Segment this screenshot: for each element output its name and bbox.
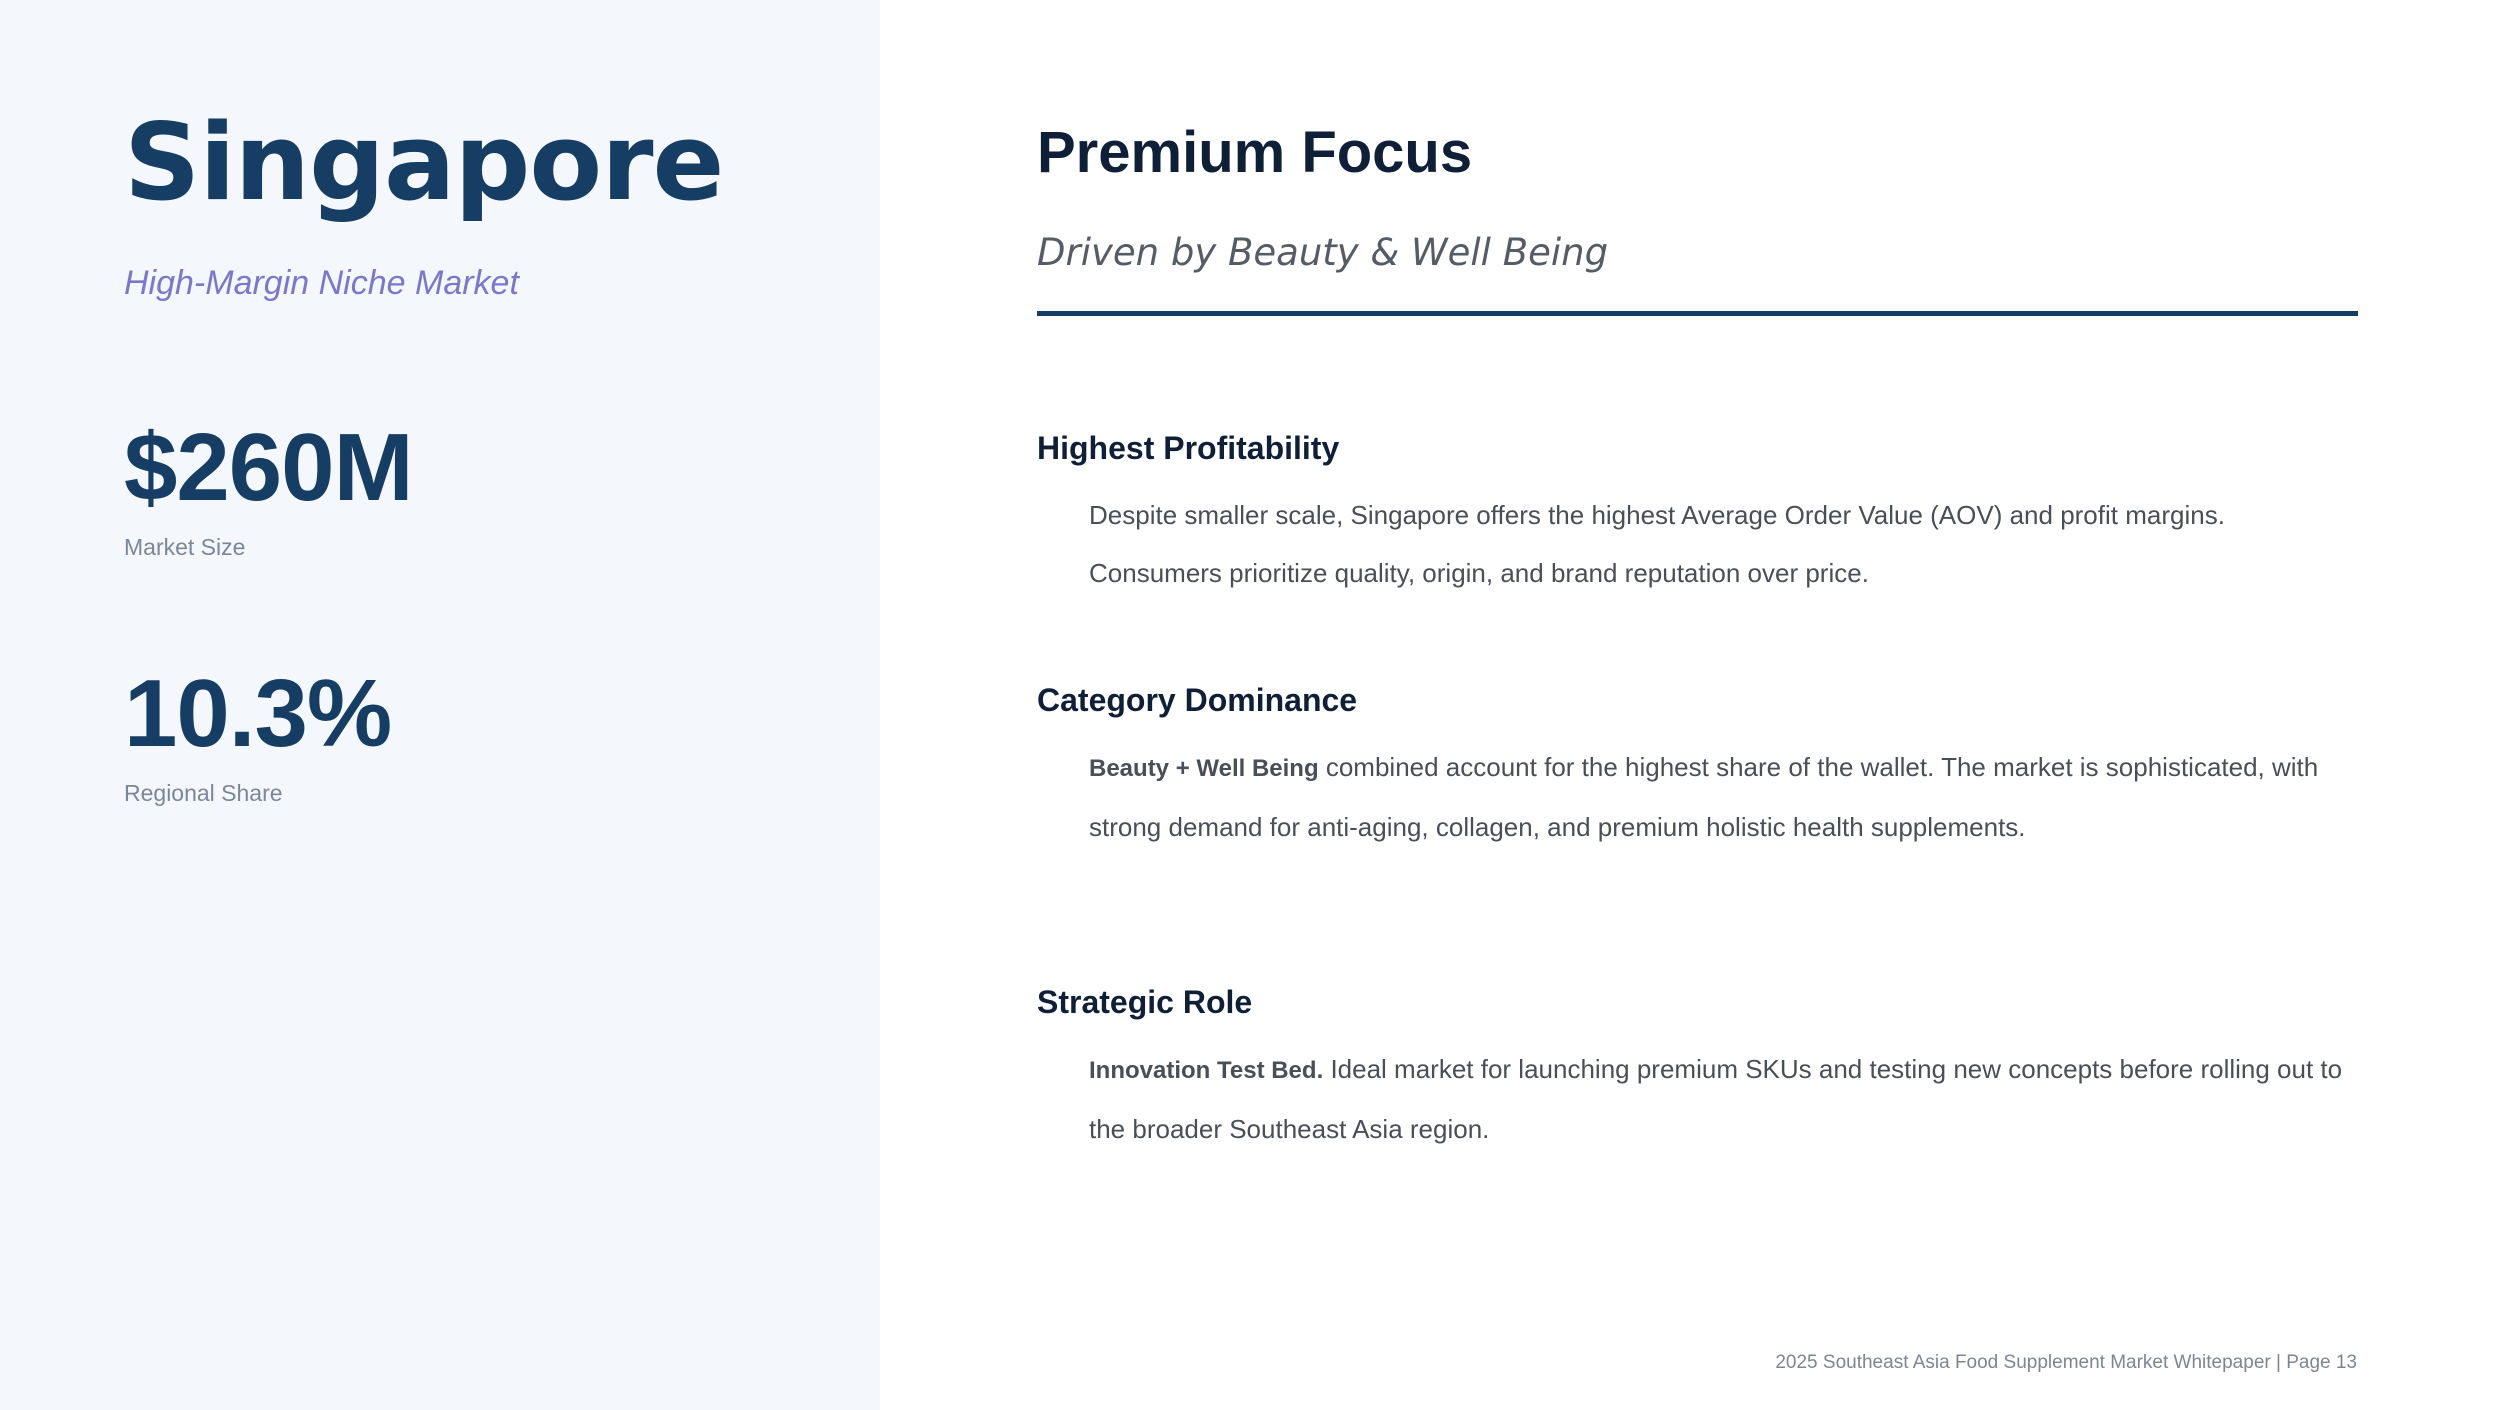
regional-share-label: Regional Share bbox=[124, 780, 283, 806]
market-size-label: Market Size bbox=[124, 534, 246, 560]
market-size-value: $260M bbox=[124, 414, 413, 521]
section-title: Premium Focus bbox=[1037, 120, 1473, 185]
category-body: combined account for the highest share of the wallet. The market is sophisticated, with strong demand for anti-aging, collagen, and premium holistic health supplements. bbox=[1089, 752, 2319, 842]
country-title: Singapore bbox=[124, 101, 724, 224]
country-subtitle: High-Margin Niche Market bbox=[124, 264, 519, 302]
regional-share-value: 10.3% bbox=[124, 660, 392, 767]
regional-share-stat bbox=[124, 660, 392, 807]
right-content-panel bbox=[1037, 0, 2359, 1410]
strategic-heading: Strategic Role bbox=[1037, 984, 1253, 1020]
strategic-body: Ideal market for launching premium SKUs and testing new concepts before rolling out to the broader Southeast Asia region. bbox=[1089, 1054, 2343, 1144]
category-heading: Category Dominance bbox=[1037, 682, 1358, 718]
profitability-block bbox=[1037, 432, 2359, 602]
left-summary-panel bbox=[0, 0, 880, 1410]
category-lead: Beauty + Well Being bbox=[1089, 755, 1319, 782]
category-text bbox=[1089, 738, 2359, 856]
page-footer: 2025 Southeast Asia Food Supplement Market Whitepaper | Page 13 bbox=[1775, 1352, 2357, 1373]
strategic-block bbox=[1037, 986, 2359, 1158]
profitability-heading: Highest Profitability bbox=[1037, 430, 1340, 466]
market-size-stat bbox=[124, 414, 413, 561]
category-block bbox=[1037, 684, 2359, 856]
profitability-text bbox=[1089, 486, 2359, 602]
strategic-text bbox=[1089, 1040, 2359, 1158]
profitability-body: Despite smaller scale, Singapore offers the highest Average Order Value (AOV) and profit margins. Consumers prioritize quality, origin, and brand reputation over price. bbox=[1089, 500, 2225, 588]
title-divider bbox=[1037, 311, 2358, 316]
section-subtitle: Driven by Beauty & Well Being bbox=[1037, 231, 1609, 274]
strategic-lead: Innovation Test Bed. bbox=[1089, 1057, 1324, 1084]
